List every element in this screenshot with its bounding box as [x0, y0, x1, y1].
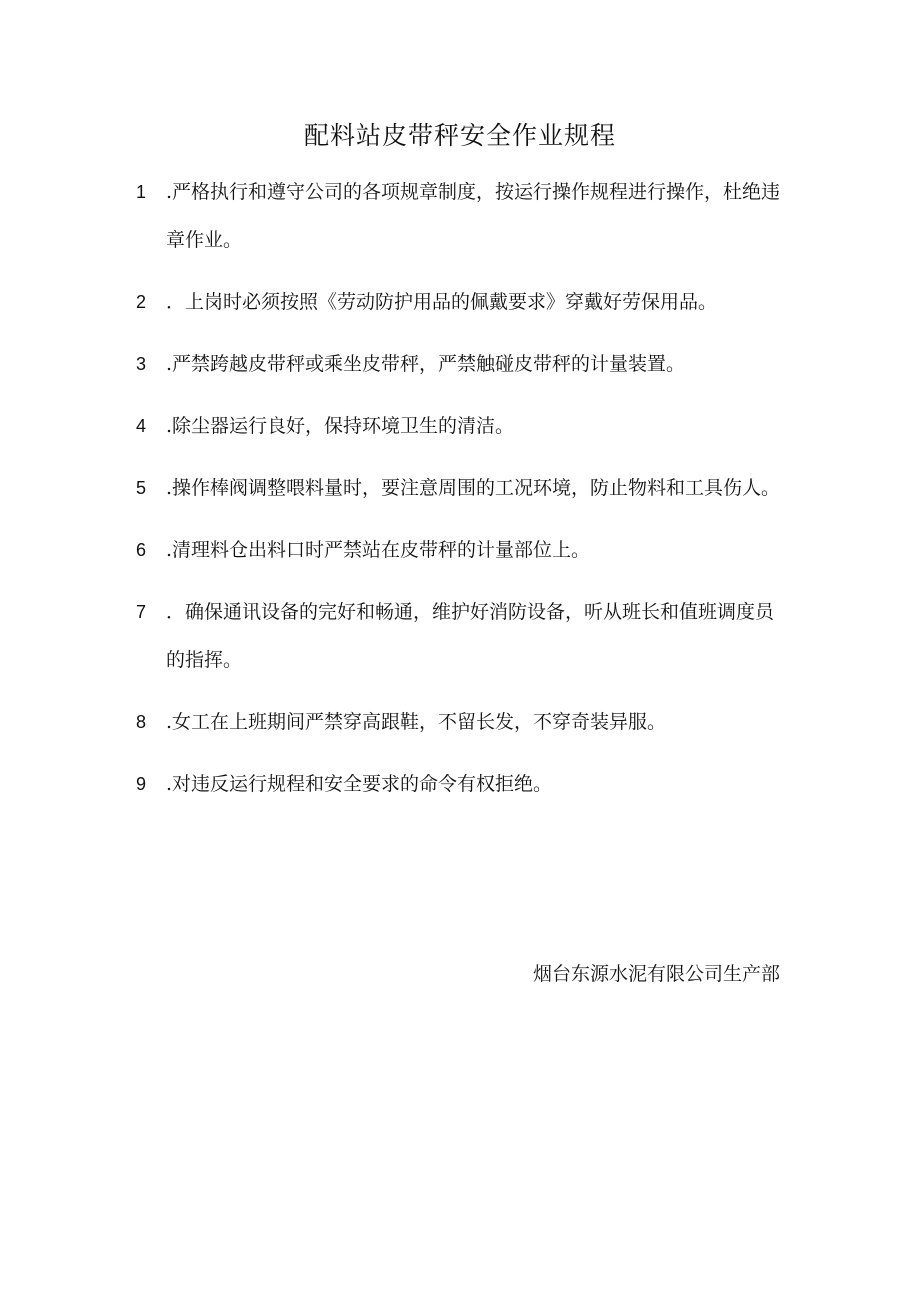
signature: 烟台东源水泥有限公司生产部	[532, 963, 780, 985]
rules-list	[136, 168, 786, 822]
rule-number: 9	[136, 774, 147, 794]
rule-text: .严禁跨越皮带秤或乘坐皮带秤，严禁触碰皮带秤的计量装置。	[166, 353, 686, 375]
rule-text: ．上岗时必须按照《劳动防护用品的佩戴要求》穿戴好劳保用品。	[166, 291, 718, 313]
rule-item	[136, 464, 786, 512]
rule-number: 5	[136, 478, 147, 498]
rule-number: 1	[136, 182, 147, 202]
rule-number: 7	[136, 602, 147, 622]
rule-number: 6	[136, 540, 147, 560]
rule-item	[136, 168, 786, 264]
document-title: 配料站皮带秤安全作业规程	[303, 121, 616, 150]
rule-item	[136, 278, 786, 326]
rule-item	[136, 698, 786, 746]
rule-text: .对违反运行规程和安全要求的命令有权拒绝。	[166, 773, 553, 795]
rule-text: .女工在上班期间严禁穿高跟鞋，不留长发，不穿奇装异服。	[166, 711, 667, 733]
rule-number: 3	[136, 354, 147, 374]
rule-text: .清理料仓出料口时严禁站在皮带秤的计量部位上。	[166, 539, 591, 561]
rule-text: ．确保通讯设备的完好和畅通，维护好消防设备，听从班长和值班调度员的指挥。	[166, 601, 775, 671]
rule-text: .严格执行和遵守公司的各项规章制度，按运行操作规程进行操作，杜绝违章作业。	[166, 181, 781, 251]
rule-item	[136, 526, 786, 574]
rule-number: 8	[136, 712, 147, 732]
rule-number: 2	[136, 292, 147, 312]
rule-item	[136, 402, 786, 450]
rule-number: 4	[136, 416, 147, 436]
rule-item	[136, 340, 786, 388]
rule-text: .除尘器运行良好，保持环境卫生的清洁。	[166, 415, 515, 437]
rule-text: .操作棒阀调整喂料量时，要注意周围的工况环境，防止物料和工具伤人。	[166, 477, 781, 499]
rule-item	[136, 588, 786, 684]
rule-item	[136, 760, 786, 808]
